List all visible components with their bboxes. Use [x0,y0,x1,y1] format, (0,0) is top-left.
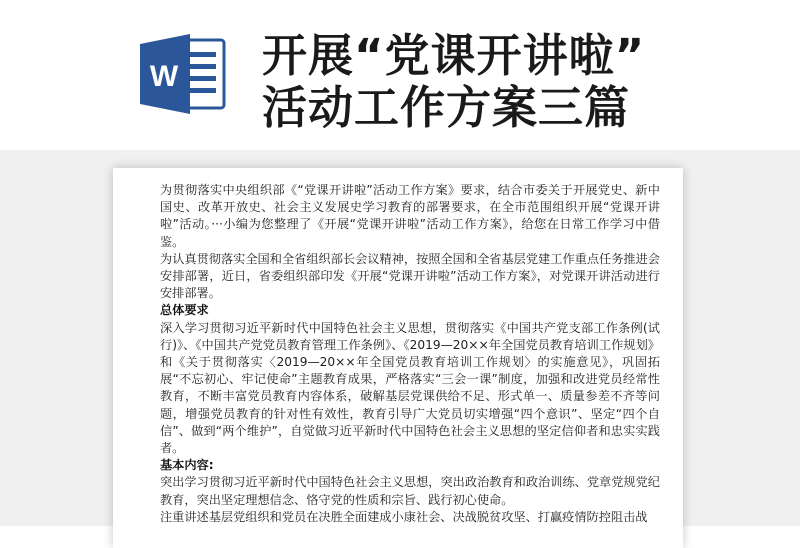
word-document-icon [140,34,228,114]
title-line-2: 活动工作方案三篇 [262,81,631,134]
paragraph-basic-content-1: 突出学习贯彻习近平新时代中国特色社会主义思想，突出政治教育和政治训练、党章党规党纪教育，突出坚定理想信念、恪守党的性质和宗旨、践行初心使命。 [160,475,660,507]
document-content [160,182,660,526]
section-heading-basic-content: 基本内容: [160,458,214,473]
page-header [0,0,800,150]
title-line-1: 开展“党课开讲啦” [262,29,646,82]
paragraph-intro: 为贯彻落实中央组织部《“党课开讲啦”活动工作方案》要求，结合市委关于开展党史、新中国史、改革开放史、社会主义发展史学习教育的部署要求，在全市范围组织开展“党课开讲啦”活动。···小编为您整理了《开展“党课开讲啦”活动工作方案》，给您在日常工作学习中借鉴。 [160,183,660,249]
paragraph-background: 为认真贯彻落实全国和全省组织部长会议精神，按照全国和全省基层党建工作重点任务推进会安排部署，近日，省委组织部印发《开展“党课开讲啦”活动工作方案》，对党课开讲活动进行安排部署。 [160,251,660,301]
document-preview-area [0,150,800,526]
word-icon-letter: W [149,60,179,93]
paragraph-overall-requirements: 深入学习贯彻习近平新时代中国特色社会主义思想，贯彻落实《中国共产党支部工作条例(试行)》、《中国共产党党员教育管理工作条例》、《2019—20××年全国党员教育培训工作规划》和《关于贯彻落实〈2019—20××年全国党员教育培训工作规划〉的实施意见》，巩固拓展“不忘初心、牢记使命”主题教育成果，严格落实“三会一课”制度，加强和改进党员经常性教育，不断丰富党员教育内容体系，破解基层党课供给不足、形式单一、质量参差不齐等问题，增强党员教育的针对性有效性，教育引导广大党员切实增强“四个意识”、坚定“四个自信”、做到“两个维护”，自觉做习近平新时代中国特色社会主义思想的坚定信仰者和忠实实践者。 [160,320,660,456]
page-title [262,30,782,134]
section-heading-overall-requirements: 总体要求 [160,303,209,318]
paragraph-basic-content-2: 注重讲述基层党组织和党员在决胜全面建成小康社会、决战脱贫攻坚、打赢疫情防控阻击战 [160,509,648,524]
document-page [113,168,683,548]
